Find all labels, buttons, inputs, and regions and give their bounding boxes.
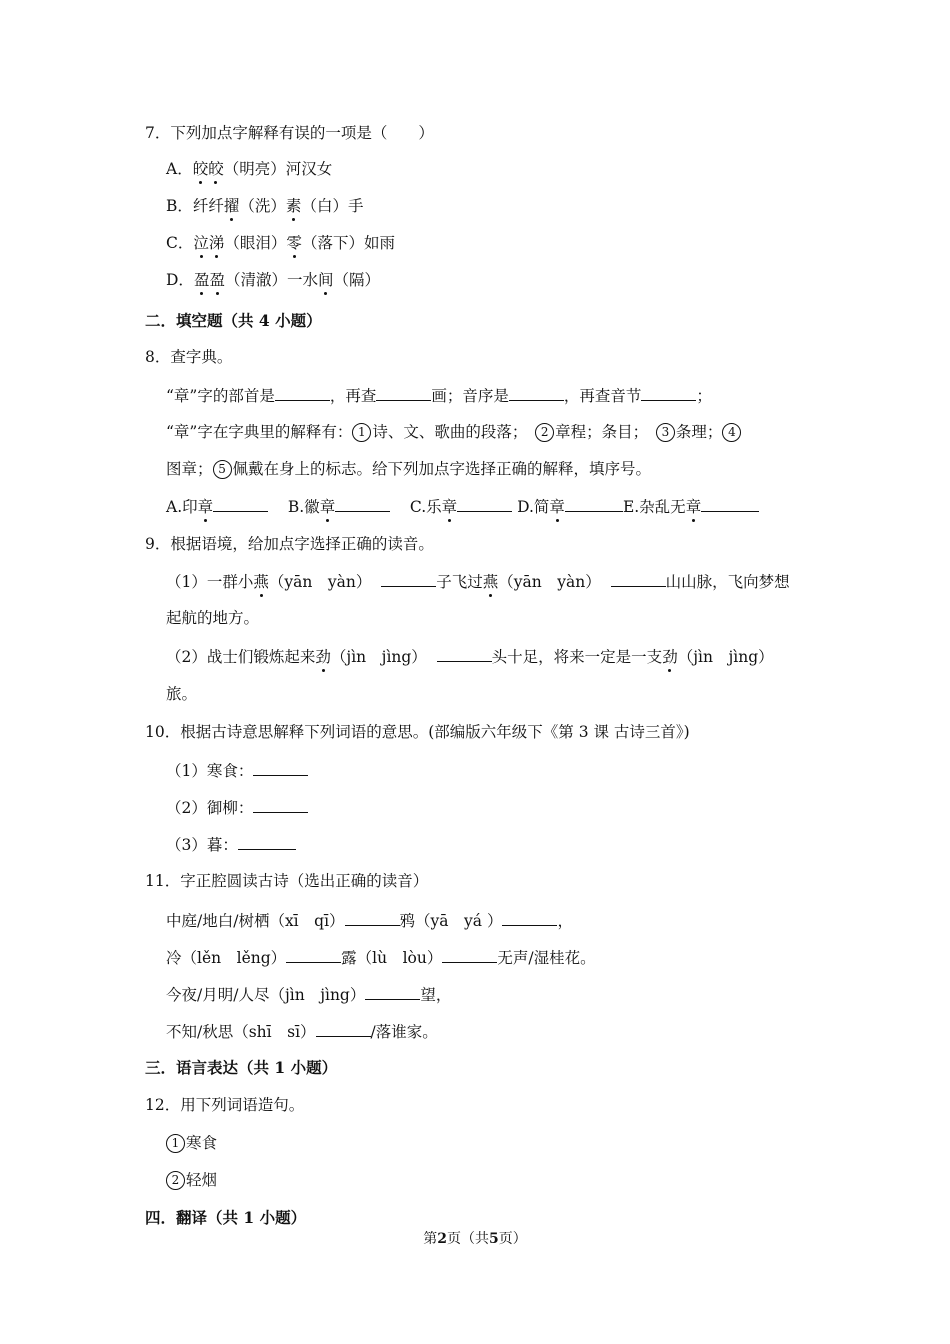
answer-blank[interactable] bbox=[502, 909, 557, 926]
answer-blank[interactable] bbox=[442, 946, 497, 963]
circled-number: 2 bbox=[166, 1171, 185, 1190]
section-heading-expression: 三．语言表达（共 1 小题） bbox=[145, 1058, 338, 1077]
circled-number: 1 bbox=[166, 1134, 185, 1153]
answer-blank[interactable] bbox=[701, 495, 759, 512]
q11-line-4: 不知/秋思（shī sī） /落谁家。 bbox=[166, 1020, 438, 1042]
circled-number: 2 bbox=[535, 423, 554, 442]
section-heading-fill-in: 二．填空题（共 4 小题） bbox=[145, 311, 322, 330]
circled-number: 4 bbox=[722, 423, 741, 442]
q10-item-2: （2）御柳： bbox=[166, 796, 308, 818]
answer-blank[interactable] bbox=[316, 1020, 371, 1037]
q9-part-2: （2）战士们锻炼起来劲（jìn jìng） 头十足，将来一定是一支劲（jìn jìng） bbox=[166, 645, 774, 667]
circled-number: 1 bbox=[352, 423, 371, 442]
answer-blank[interactable] bbox=[286, 946, 341, 963]
q9-part-1-cont: 起航的地方。 bbox=[166, 609, 260, 627]
answer-blank[interactable] bbox=[253, 759, 308, 776]
q9-part-2-cont: 旅。 bbox=[166, 685, 198, 703]
q11-line-1: 中庭/地白/树栖（xī qī） 鸦（yā yá ） ， bbox=[166, 909, 573, 931]
answer-blank[interactable] bbox=[213, 495, 268, 512]
answer-blank[interactable] bbox=[381, 570, 436, 587]
q8-options: A.印章 B.徽章 C.乐章 D.简章 E.杂乱无章 bbox=[166, 495, 759, 517]
q12-item-2: 2 轻烟 bbox=[166, 1170, 217, 1190]
q11-line-2: 冷（lěn lěng） 露（lù lòu） 无声/湿桂花。 bbox=[166, 946, 596, 968]
q10-stem: 10．根据古诗意思解释下列词语的意思。(部编版六年级下《第 3 课 古诗三首》) bbox=[145, 723, 690, 741]
q11-stem: 11．字正腔圆读古诗（选出正确的读音） bbox=[145, 872, 429, 890]
q8-line-2: “章”字在字典里的解释有： 1 诗、文、歌曲的段落； 2 章程；条目； 3 条理； 4 bbox=[166, 422, 742, 442]
q10-item-1: （1）寒食： bbox=[166, 759, 308, 781]
answer-blank[interactable] bbox=[376, 384, 431, 401]
q8-stem: 8．查字典。 bbox=[145, 348, 233, 366]
circled-number: 3 bbox=[656, 423, 675, 442]
page-footer: 第2页（共5页） bbox=[423, 1231, 527, 1247]
answer-blank[interactable] bbox=[509, 384, 564, 401]
answer-blank[interactable] bbox=[335, 495, 390, 512]
q7-option-c: C．泣涕（眼泪）零（落下）如雨 bbox=[166, 234, 395, 252]
q7-stem: 7．下列加点字解释有误的一项是（ ） bbox=[145, 124, 434, 142]
answer-blank[interactable] bbox=[641, 384, 696, 401]
q8-line-3: 图章； 5 佩戴在身上的标志。给下列加点字选择正确的解释，填序号。 bbox=[166, 460, 652, 478]
q9-stem: 9．根据语境，给加点字选择正确的读音。 bbox=[145, 535, 434, 553]
answer-blank[interactable] bbox=[611, 570, 666, 587]
q7-option-d: D．盈盈（清澈）一水间（隔） bbox=[166, 271, 381, 289]
q10-item-3: （3）暮： bbox=[166, 833, 296, 855]
answer-blank[interactable] bbox=[457, 495, 512, 512]
answer-blank[interactable] bbox=[365, 983, 420, 1000]
q8-line-1: “章”字的部首是 ，再查 画；音序是 ，再查音节 ； bbox=[166, 384, 712, 406]
q7-option-a: A．皎皎（明亮）河汉女 bbox=[166, 160, 333, 178]
answer-blank[interactable] bbox=[238, 833, 296, 850]
circled-number: 5 bbox=[213, 460, 232, 479]
answer-blank[interactable] bbox=[253, 796, 308, 813]
answer-blank[interactable] bbox=[345, 909, 400, 926]
q12-stem: 12．用下列词语造句。 bbox=[145, 1096, 305, 1114]
answer-blank[interactable] bbox=[437, 645, 492, 662]
answer-blank[interactable] bbox=[275, 384, 330, 401]
q7-option-b: B．纤纤擢（洗）素（白）手 bbox=[166, 197, 364, 215]
q12-item-1: 1 寒食 bbox=[166, 1133, 217, 1153]
answer-blank[interactable] bbox=[565, 495, 623, 512]
q9-part-1: （1）一群小燕（yān yàn） 子飞过燕（yān yàn） 山山脉，飞向梦想 bbox=[166, 570, 790, 592]
section-heading-translation: 四．翻译（共 1 小题） bbox=[145, 1208, 307, 1227]
q11-line-3: 今夜/月明/人尽（jìn jìng） 望， bbox=[166, 983, 451, 1005]
